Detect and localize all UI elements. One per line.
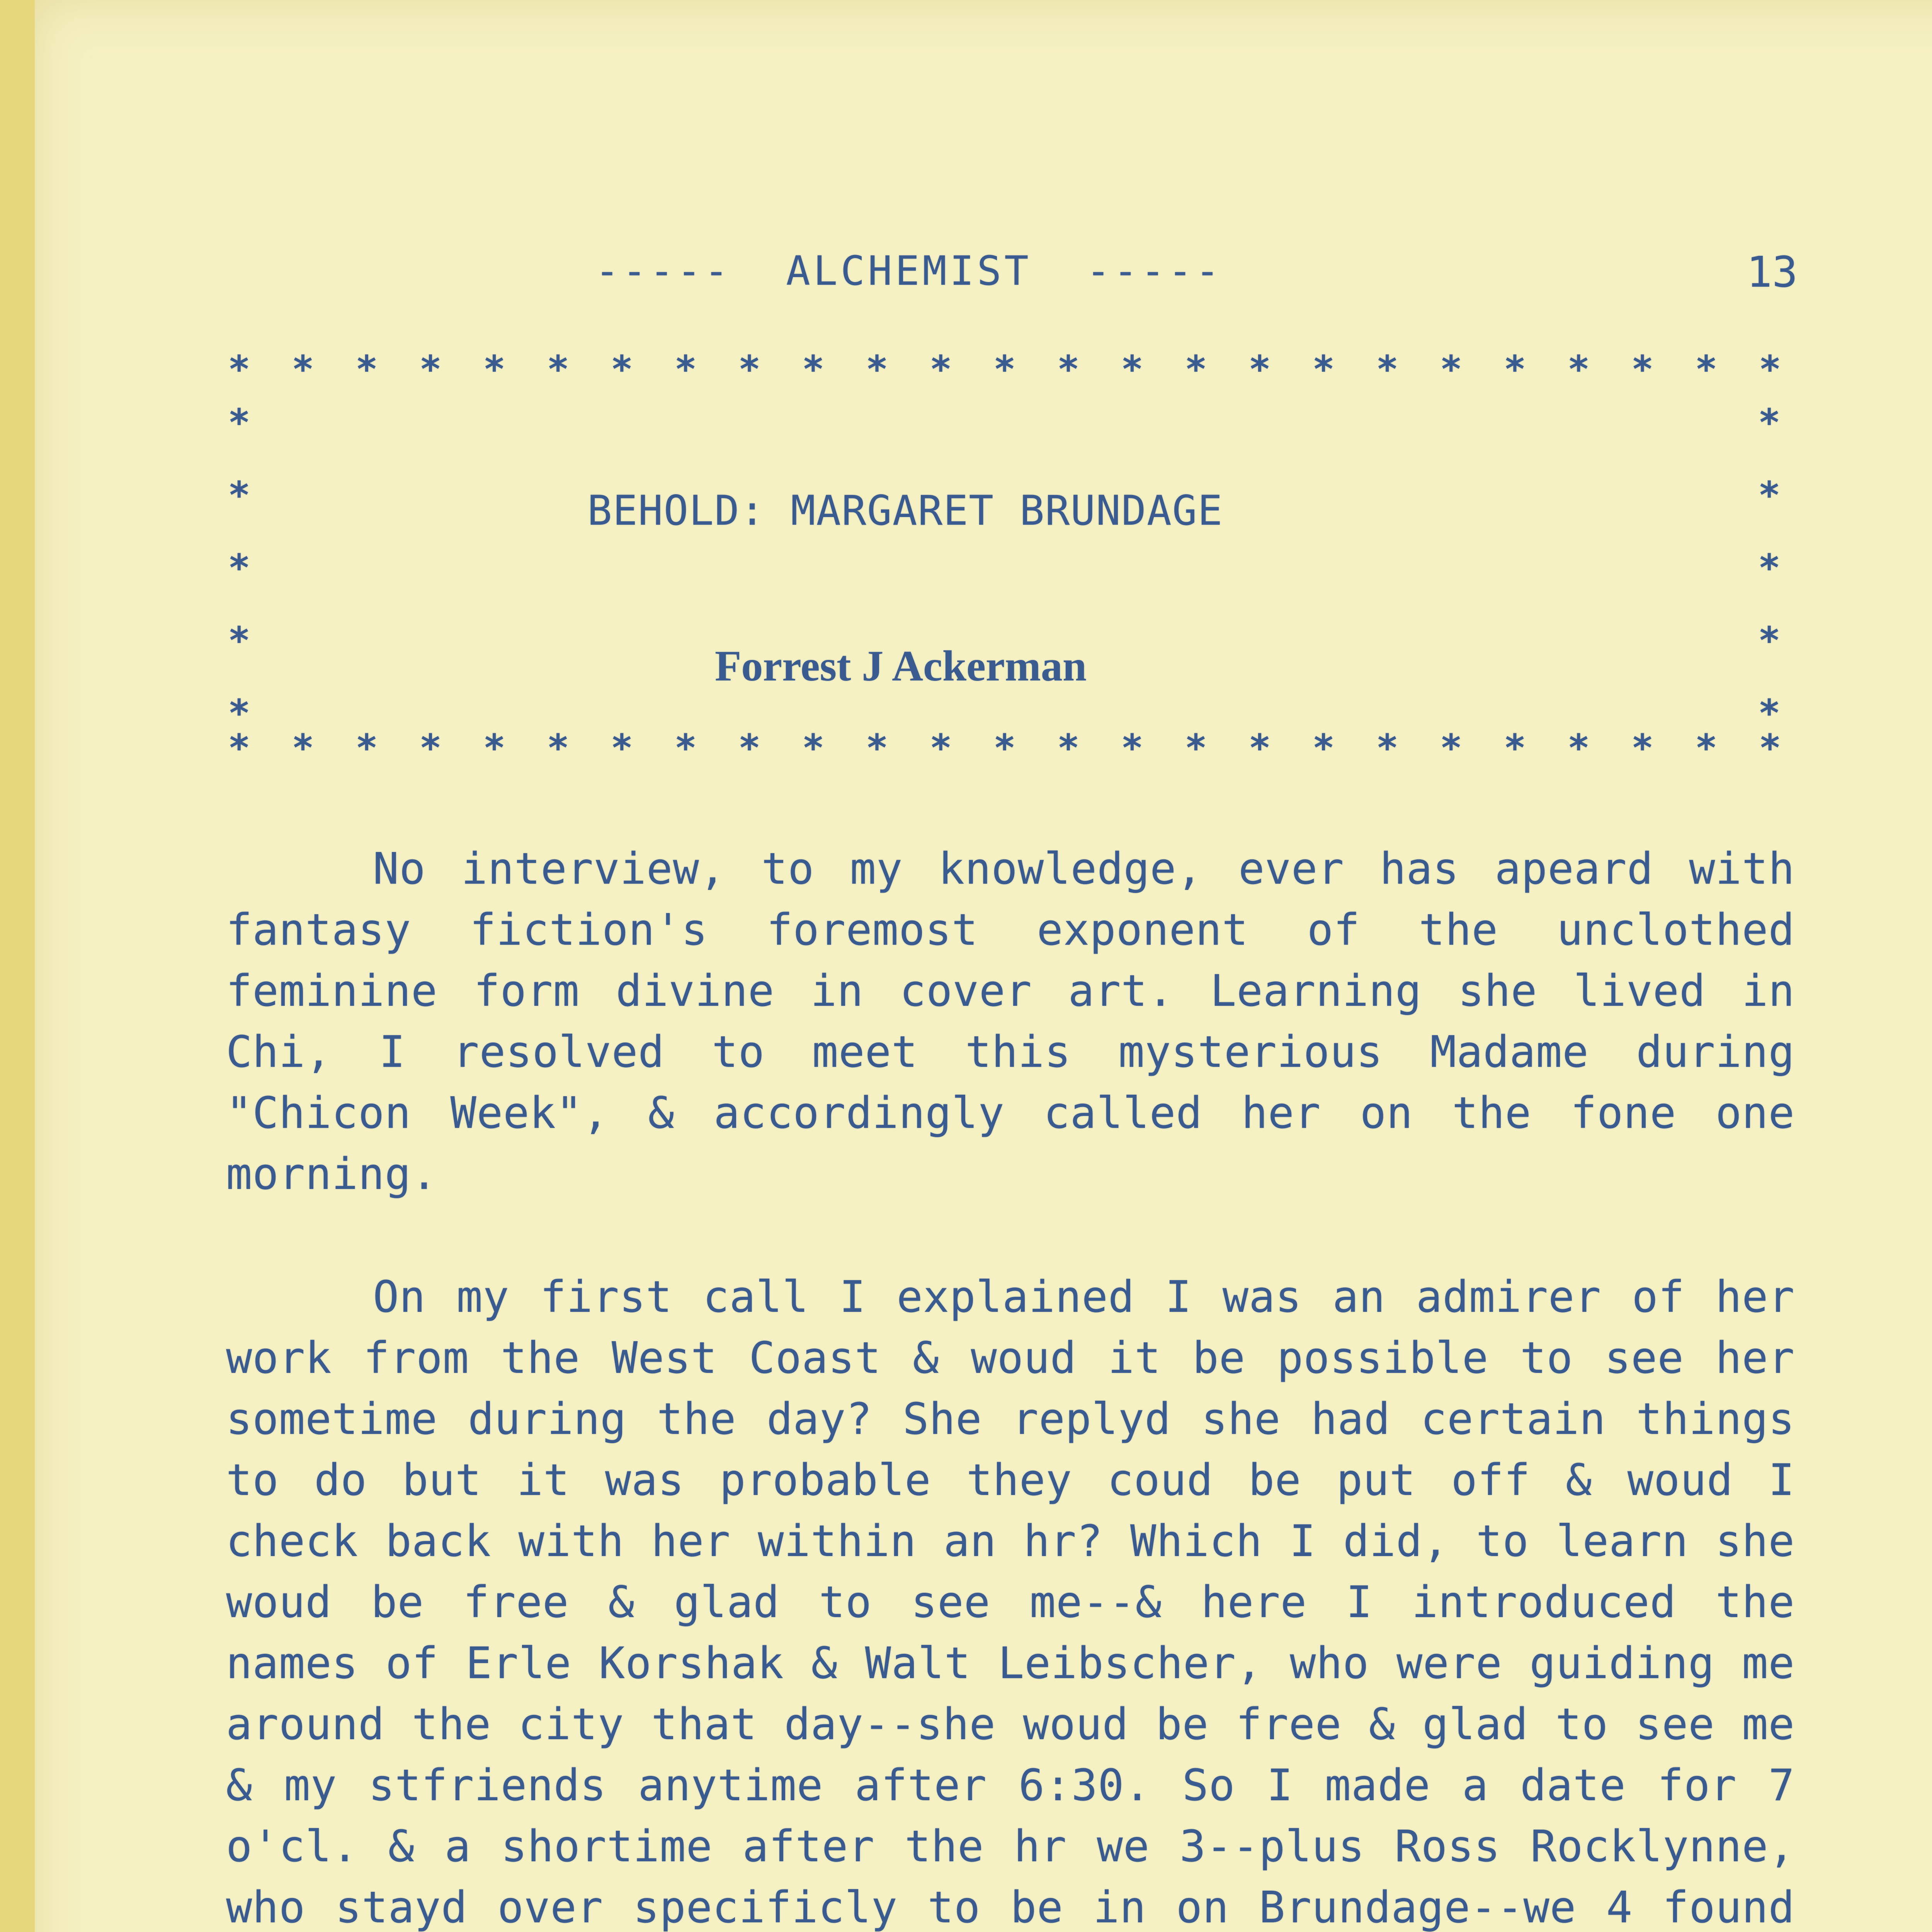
star-mark: *: [483, 726, 506, 770]
star-mark: *: [738, 726, 761, 770]
star-mark: *: [1758, 692, 1781, 735]
article-author: Forrest J Ackerman: [715, 642, 1087, 690]
star-mark: *: [866, 348, 888, 391]
star-mark: *: [802, 726, 825, 770]
star-mark: *: [929, 348, 952, 391]
star-mark: *: [1503, 726, 1526, 770]
star-mark: *: [929, 726, 952, 770]
star-mark: *: [228, 692, 250, 735]
star-mark: *: [1376, 726, 1399, 770]
star-mark: *: [1631, 348, 1654, 391]
star-mark: *: [292, 726, 314, 770]
star-mark: *: [866, 726, 888, 770]
star-mark: *: [993, 348, 1016, 391]
star-mark: *: [1121, 348, 1143, 391]
star-mark: *: [1248, 726, 1271, 770]
star-mark: *: [228, 546, 250, 590]
star-mark: *: [228, 474, 250, 517]
star-border-left: [228, 386, 250, 750]
star-mark: *: [1312, 348, 1335, 391]
paragraph-1: No interview, to my knowledge, ever has apeard with fantasy fiction's foremost exponent of the unclothed feminine form divine in cover art. Learning she lived in Chi, I resolved to meet this mysterious Madame during "Chicon Week", & accordingly called her on the fone one morning.: [226, 844, 1795, 1199]
star-mark: *: [1440, 726, 1463, 770]
star-mark: *: [1758, 474, 1781, 517]
star-mark: *: [1248, 348, 1271, 391]
star-mark: *: [802, 348, 825, 391]
star-mark: *: [228, 348, 250, 391]
star-mark: *: [228, 619, 250, 662]
star-border-right: [1758, 386, 1781, 750]
star-mark: *: [1567, 348, 1590, 391]
star-mark: *: [993, 726, 1016, 770]
star-mark: *: [1567, 726, 1590, 770]
star-mark: *: [1758, 546, 1781, 590]
star-mark: *: [674, 348, 697, 391]
page-number: 13: [1747, 247, 1798, 297]
star-mark: *: [1503, 348, 1526, 391]
star-mark: *: [1057, 726, 1080, 770]
star-mark: *: [1121, 726, 1143, 770]
star-mark: *: [419, 726, 442, 770]
star-mark: *: [1631, 726, 1654, 770]
star-mark: *: [1759, 726, 1781, 770]
star-mark: *: [1312, 726, 1335, 770]
star-mark: *: [611, 726, 633, 770]
star-mark: *: [1759, 348, 1781, 391]
star-mark: *: [547, 726, 570, 770]
star-mark: *: [1057, 348, 1080, 391]
star-mark: *: [355, 726, 378, 770]
star-mark: *: [1758, 401, 1781, 444]
star-mark: *: [547, 348, 570, 391]
star-mark: *: [1695, 348, 1718, 391]
star-border-bottom: [228, 726, 1781, 770]
star-mark: *: [483, 348, 506, 391]
article-title: BEHOLD: MARGARET BRUNDAGE: [587, 487, 1223, 534]
star-mark: *: [419, 348, 442, 391]
running-header: ----- ALCHEMIST -----: [595, 247, 1223, 294]
star-border-top: [228, 348, 1781, 391]
star-mark: *: [1185, 348, 1207, 391]
star-mark: *: [228, 726, 250, 770]
star-mark: *: [1185, 726, 1207, 770]
star-mark: *: [1376, 348, 1399, 391]
star-mark: *: [674, 726, 697, 770]
star-mark: *: [1440, 348, 1463, 391]
star-mark: *: [611, 348, 633, 391]
star-mark: *: [738, 348, 761, 391]
article-body: [226, 838, 1795, 1932]
star-mark: *: [1695, 726, 1718, 770]
star-mark: *: [292, 348, 314, 391]
star-mark: *: [1758, 619, 1781, 662]
paragraph-2: On my first call I explained I was an admirer of her work from the West Coast & woud it be possible to see her sometime during the day? She replyd she had certain things to do but it was probable they coud be put off & woud I check back with her within an hr? Which I did, to learn she woud be free & glad to see me--& here I introduced the names of Erle Korshak & Walt Leibscher, who were guiding me around the city that day--she woud be free & glad to see me & my stfriends anytime after 6:30. So I made a date for 7 o'cl. & a shortime after the hr we 3--plus Ross Rocklynne, who stayd over specificly to be in on Brundage--we 4 found: [226, 1272, 1795, 1932]
star-mark: *: [355, 348, 378, 391]
star-mark: *: [228, 401, 250, 444]
